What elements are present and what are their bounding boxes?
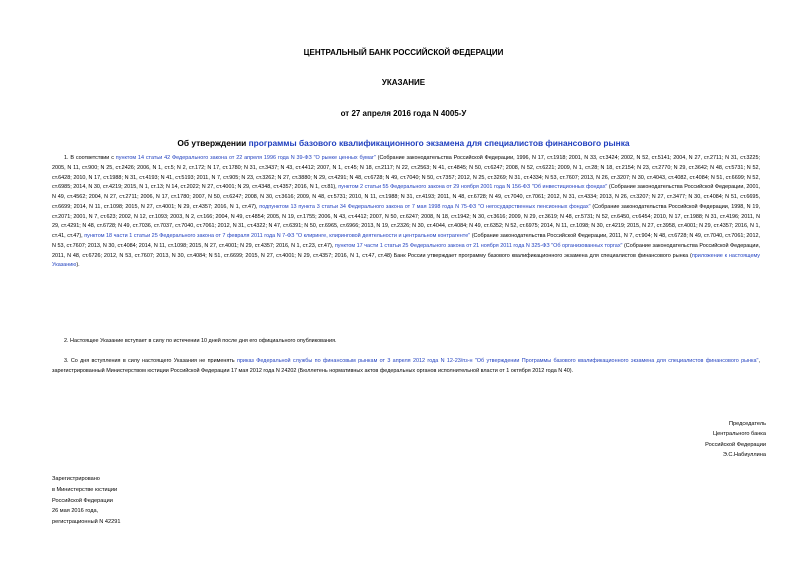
subject-link[interactable]: программы базового квалификационного экзамена для специалистов финансового рынка	[248, 138, 630, 148]
registration-line: регистрационный N 42291	[52, 519, 121, 526]
law-link-pension-funds[interactable]: подпунктом 13 пункта 3 статьи 34 Федерального закона от 7 мая 1998 года N 75-ФЗ "О негосударственных пенсионных фондах"	[259, 203, 591, 210]
issuer-title: ЦЕНТРАЛЬНЫЙ БАНК РОССИЙСКОЙ ФЕДЕРАЦИИ	[303, 48, 504, 57]
law-link-organized-trading[interactable]: пунктом 17 части 1 статьи 25 Федерального закона от 21 ноября 2011 года N 325-ФЗ "Об организованных торгах"	[334, 242, 623, 249]
signature-line: Э.С.Набиуллина	[722, 451, 766, 458]
signature-line: Председатель	[728, 421, 766, 427]
para1-text-1: 1. В соответствии с	[64, 155, 116, 161]
signature-block	[640, 419, 766, 460]
appendix-link[interactable]: приложение к настоящему Указанию	[52, 252, 760, 269]
document-subject	[0, 138, 807, 148]
paragraph-2: 2. Настоящее Указание вступает в силу по истечении 10 дней после дня его официального опубликования.	[64, 338, 337, 344]
signature-line: Центрального банка	[712, 431, 766, 438]
para1-text-4: (Собрание законодательства Российской Федерации, 1998, N 19, ст.2071; 2001, N 7, ст.623; 2002, N 12, ст.1093; 2003, N 2, ст.166; 2004, N 49, ст.4854; 2005, N 19, ст.1755; 2006, N 43, ст.4412; 2007, N 50, ст.6247; 2008, N 18, ст.1942; N 30, ст.3616; 2009, N 29, ст.3619; N 48, ст.5731; N 52, ст.6450, ст.6454; 2010, N 17, ст.1988; N 31, ст.4196; 2011, N 29, ст.4291; N 48, ст.6728; N 49, ст.7036, ст.7037, ст.7040, ст.7061; 2012, N 31, ст.4322; N 47, ст.6391; N 50, ст.6965, ст.6966; 2013, N 19, ст.2326; N 30, ст.4044, ст.4084; N 49, ст.6352; N 52, ст.6975; 2014, N 11, ст.1098; N 30, ст.4219; 2015, N 27, ст.3958, ст.4001; N 29, ст.4357; 2016, N 1, ст.41, ст.47),	[52, 203, 760, 239]
document-type: УКАЗАНИЕ	[381, 78, 426, 87]
para3-text-1: 3. Со дня вступления в силу настоящего Указания не применять	[64, 358, 237, 364]
order-link-fsfr[interactable]: приказ Федеральной службы по финансовым рынкам от 3 апреля 2012 года N 12-23/пз-н "Об утверждении Программы базового квалификационного экзамена для специалистов финансового рынка"	[236, 358, 759, 364]
law-link-clearing[interactable]: пунктом 18 части 1 статьи 25 Федерального закона от 7 февраля 2011 года N 7-ФЗ "О клиринге, клиринговой деятельности и центральном контрагенте"	[84, 233, 471, 239]
para1-text-2: (Собрание законодательства Российской Федерации, 1996, N 17, ст.1918; 2001, N 33, ст.3424; 2002, N 52, ст.5141; 2004, N 27, ст.2711; N 31, ст.3225; 2005, N 11, ст.900; N 25, ст.2426; 2006, N 1, ст.5; N 2, ст.172; N 17, ст.1780; N 31, ст.3437; N 43, ст.4412; 2007, N 1, ст.45; N 18, ст.2117; N 22, ст.2563; N 41, ст.4845; N 50, ст.6247; 2008, N 52, ст.6221; 2009, N 1, ст.28; N 18, ст.2154; N 23, ст.2770; N 29, ст.3642; N 48, ст.5731; N 52, ст.6428; 2010, N 17, ст.1988; N 31, ст.4193; N 41, ст.5193; 2011, N 7, ст.905; N 23, ст.3262; N 27, ст.3880; N 29, ст.4291; N 48, ст.6728; N 49, ст.7040; N 50, ст.7357; 2012, N 25, ст.3269; N 31, ст.4334; N 53, ст.7607; 2013, N 26, ст.3207; N 30, ст.4043, ст.4082, ст.4084; N 51, ст.6699; N 52, ст.6985; 2014, N 30, ст.4219; 2015, N 1, ст.13; N 14, ст.2022; N 27, ст.4001; N 29, ст.4348, ст.4357; 2016, N 1, ст.81),	[52, 155, 760, 191]
registration-block	[52, 474, 120, 528]
registration-line: Зарегистрировано	[52, 476, 100, 482]
registration-line: 26 мая 2016 года,	[52, 508, 99, 515]
para1-text-5: (Собрание законодательства Российской Федерации, 2011, N 7, ст.904; N 48, ст.6728; N 49, ст.7040, ст.7061; 2012, N 53, ст.7607; 2013, N 30, ст.4084; 2014, N 11, ст.1098; 2015, N 27, ст.4001; N 29, ст.4357; 2016, N 1, ст.23, ст.47),	[52, 233, 760, 249]
para1-text-6: (Собрание законодательства Российской Федерации, 2011, N 48, ст.6726; 2012, N 53, ст.7607; 2013, N 30, ст.4084; N 51, ст.6699; 2015, N 27, ст.4001; N 29, ст.4357; 2016, N 1, ст.47, ст.48) Банк России утверждает программу базового квалификационного экзамена для специалистов финансового рынка (	[52, 242, 760, 259]
para3-text-2: , зарегистрированный Министерством юстиции Российской Федерации 17 мая 2012 года N 24202 (Бюллетень нормативных актов федеральных органов исполнительной власти от 1 октября 2012 года N 40).	[52, 358, 760, 374]
paragraph-3	[52, 357, 760, 377]
subject-prefix: Об утверждении	[177, 138, 249, 148]
registration-line: в Министерстве юстиции	[52, 486, 118, 493]
law-link-investment-funds[interactable]: пунктом 2 статьи 55 Федерального закона от 29 ноября 2001 года N 156-ФЗ "Об инвестиционных фондах"	[338, 184, 608, 191]
para1-text-3: (Собрание законодательства Российской Федерации, 2001, N 49, ст.4562; 2004, N 27, ст.2711; 2006, N 17, ст.1780; 2007, N 50, ст.6247; 2008, N 30, ст.3616; 2009, N 48, ст.5731; 2010, N 11, ст.1988; N 31, ст.4193; 2011, N 48, ст.6728; N 49, ст.7040, ст.7061; 2012, N 31, ст.4334; 2013, N 26, ст.3207; N 27, ст.3477; N 30, ст.4084; N 51, ст.6695, ст.6699; 2014, N 11, ст.1098; 2015, N 27, ст.4001; N 29, ст.4357; 2016, N 1, ст.47),	[52, 184, 760, 210]
document-date-number: от 27 апреля 2016 года N 4005-У	[340, 109, 467, 118]
registration-line: Российской Федерации	[52, 497, 113, 504]
para1-text-7: ).	[76, 262, 80, 269]
paragraph-1	[52, 154, 760, 271]
signature-line: Российской Федерации	[705, 441, 766, 448]
law-link-securities-market[interactable]: пунктом 14 статьи 42 Федерального закона от 22 апреля 1996 года N 39-ФЗ "О рынке ценных бумаг"	[115, 155, 376, 161]
